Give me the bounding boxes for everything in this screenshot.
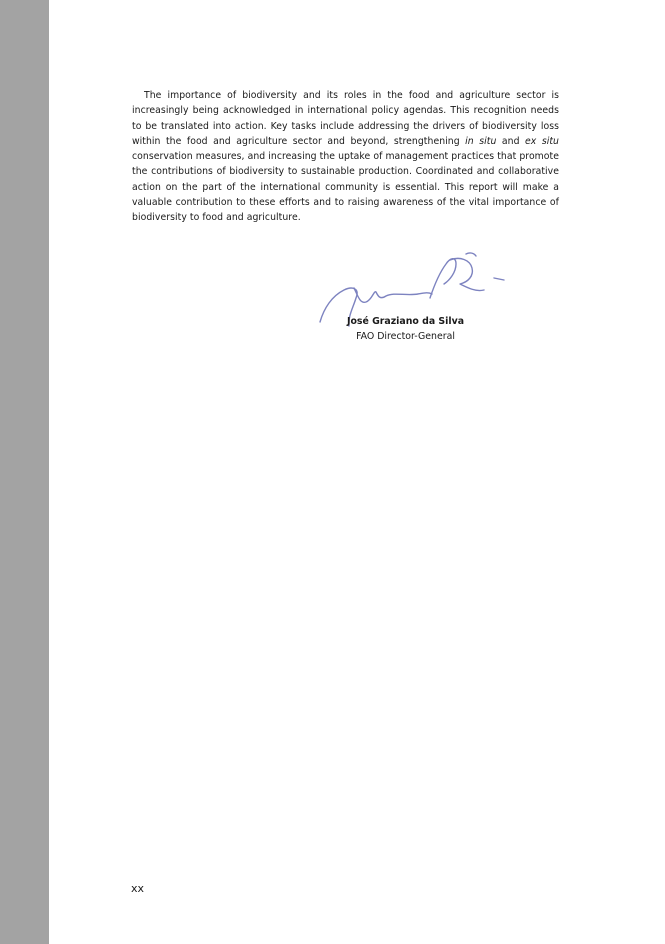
foreword-paragraph bbox=[132, 88, 559, 225]
signature-stroke bbox=[466, 253, 476, 256]
italic-term-ex-situ: ex situ bbox=[525, 135, 560, 147]
signatory-title: FAO Director-General bbox=[356, 331, 455, 342]
margin-side-bar bbox=[0, 0, 49, 944]
signature-stroke bbox=[450, 258, 484, 290]
paragraph-text-segment: The importance of biodiversity and its roles in the food and agriculture sector is increasingly being acknowledged in international policy agendas. This recognition needs to be translated into action. Key tasks include addressing the drivers of biodiversity loss within the food and agriculture sector and beyond, strengthening bbox=[132, 90, 559, 147]
signatory-name: José Graziano da Silva bbox=[346, 316, 465, 327]
signature-stroke bbox=[354, 288, 432, 302]
italic-term-in-situ: in situ bbox=[465, 135, 497, 147]
paragraph-text-segment: conservation measures, and increasing the uptake of management practices that promote the contributions of biodiversity to sustainable production. Coordinated and collaborative action on the part of the international community is essential. This report will make a valuable contribution to these efforts and to raising awareness of the vital importance of biodiversity to food and agriculture. bbox=[132, 151, 559, 223]
signatory-block bbox=[318, 314, 493, 344]
signature-stroke bbox=[494, 278, 504, 280]
paragraph-text-segment: and bbox=[496, 135, 526, 147]
signature-stroke bbox=[430, 259, 456, 298]
page-number: xx bbox=[131, 882, 145, 895]
